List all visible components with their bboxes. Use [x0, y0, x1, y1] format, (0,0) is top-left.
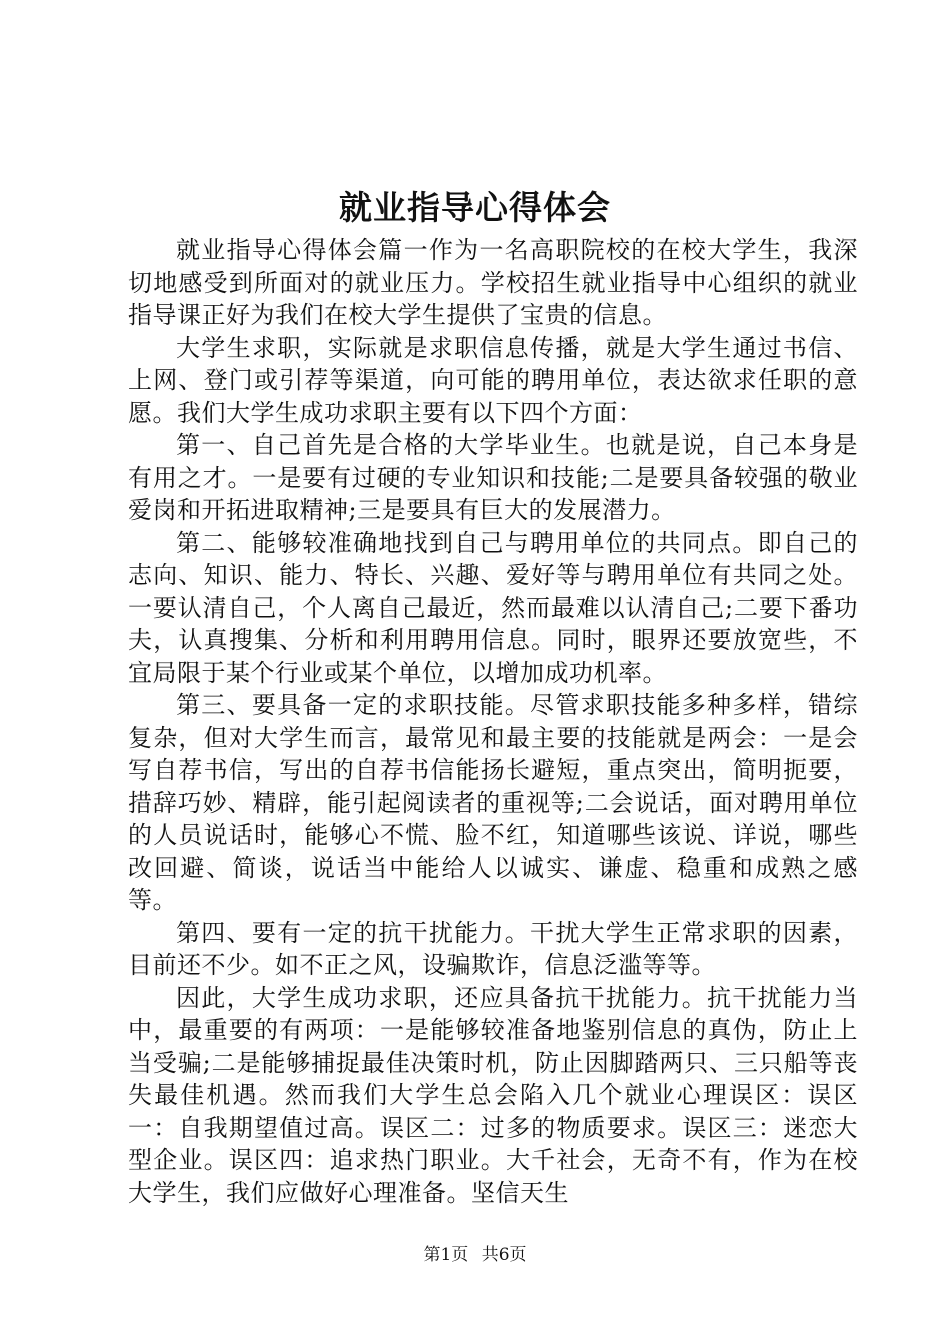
page-number: 第1页	[423, 1245, 469, 1265]
document-title: 就业指导心得体会	[339, 188, 611, 227]
paragraph-7: 因此，大学生成功求职，还应具备抗干扰能力。抗干扰能力当中，最重要的有两项：一是能够较准备地鉴别信息的真伪，防止上当受骗;二是能够捕捉最佳决策时机，防止因脚踏两只、三只船等丧失最佳机遇。然而我们大学生总会陷入几个就业心理误区：误区一：自我期望值过高。误区二：过多的物质要求。误区三：迷恋大型企业。误区四：追求热门职业。大千社会，无奇不有，作为在校大学生，我们应做好心理准备。坚信天生	[128, 983, 858, 1207]
paragraph-3: 第一、自己首先是合格的大学毕业生。也就是说，自己本身是有用之才。一是要有过硬的专业知识和技能;二是要具备较强的敬业爱岗和开拓进取精神;三是要具有巨大的发展潜力。	[128, 431, 858, 524]
paragraph-2: 大学生求职，实际就是求职信息传播，就是大学生通过书信、上网、登门或引荐等渠道，向可能的聘用单位，表达欲求任职的意愿。我们大学生成功求职主要有以下四个方面：	[128, 333, 858, 427]
paragraph-1: 就业指导心得体会篇一作为一名高职院校的在校大学生，我深切地感受到所面对的就业压力。学校招生就业指导中心组织的就业指导课正好为我们在校大学生提供了宝贵的信息。	[128, 236, 858, 329]
page-footer	[0, 1244, 950, 1266]
paragraph-6: 第四、要有一定的抗干扰能力。干扰大学生正常求职的因素，目前还不少。如不正之风，设骗欺诈，信息泛滥等等。	[128, 918, 858, 979]
paragraph-4: 第二、能够较准确地找到自己与聘用单位的共同点。即自己的志向、知识、能力、特长、兴趣、爱好等与聘用单位有共同之处。一要认清自己，个人离自己最近，然而最难以认清自己;二要下番功夫，认真搜集、分析和利用聘用信息。同时，眼界还要放宽些，不宜局限于某个行业或某个单位，以增加成功机率。	[128, 528, 858, 687]
document-body	[128, 234, 858, 1209]
page-total: 共6页	[481, 1245, 527, 1265]
paragraph-5: 第三、要具备一定的求职技能。尽管求职技能多种多样，错综复杂，但对大学生而言，最常见和最主要的技能就是两会：一是会写自荐书信，写出的自荐书信能扬长避短，重点突出，简明扼要，措辞巧妙、精辟，能引起阅读者的重视等;二会说话，面对聘用单位的人员说话时，能够心不慌、脸不红，知道哪些该说、详说，哪些改回避、简谈，说话当中能给人以诚实、谦虚、稳重和成熟之感等。	[128, 691, 858, 914]
